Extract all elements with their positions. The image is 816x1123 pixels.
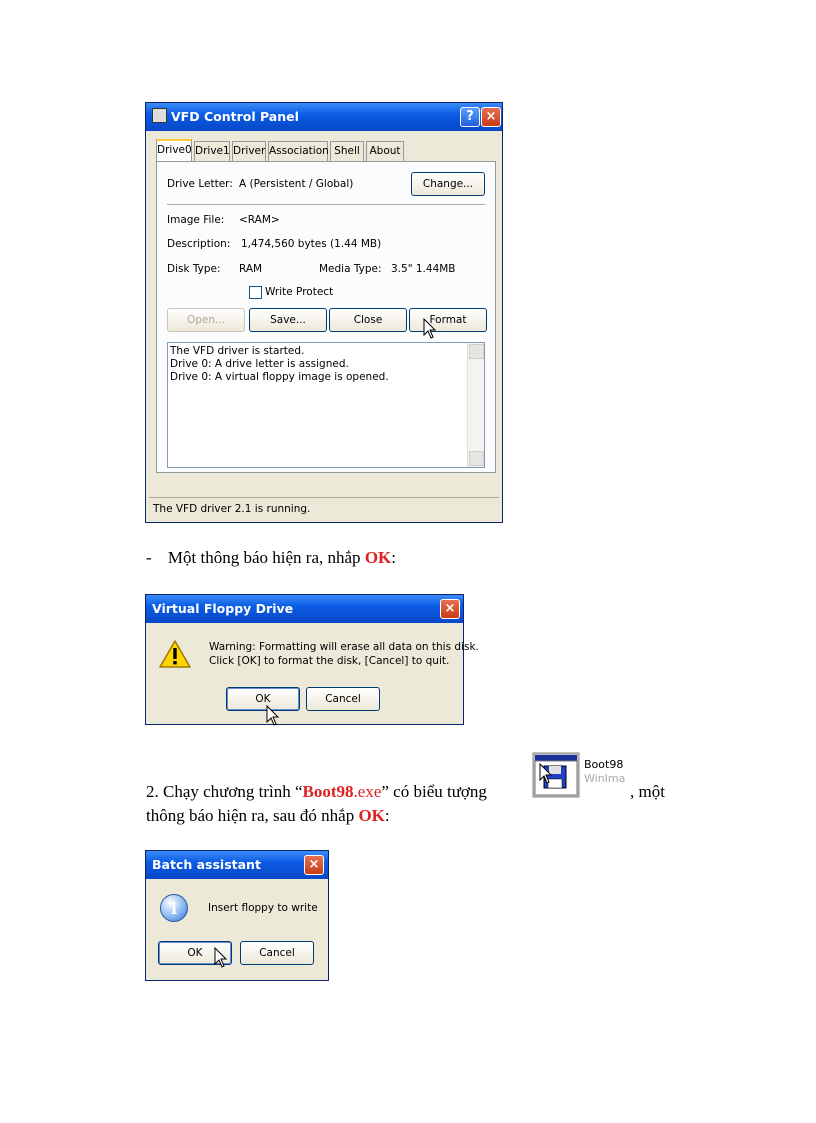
save-button[interactable]: Save... [249, 308, 327, 332]
step1-paragraph [146, 548, 396, 568]
cancel-button[interactable]: Cancel [306, 687, 380, 711]
help-icon: ? [466, 109, 474, 124]
boot98-app-icon[interactable] [532, 752, 582, 798]
step1-colon: : [391, 548, 396, 567]
boot98-icon-sublabel: WinIma [584, 772, 626, 785]
batch-close-window-button[interactable] [304, 855, 324, 875]
warning-close-window-button[interactable] [440, 599, 460, 619]
scroll-down-icon[interactable] [469, 451, 484, 466]
virtual-floppy-drive-dialog [145, 594, 479, 725]
step1-text: Một thông báo hiện ra, nhắp [167, 548, 365, 567]
disk-type-label: Disk Type: [167, 263, 221, 275]
warning-line-1: Warning: Formatting will erase all data on this disk. [209, 641, 479, 653]
close-button[interactable]: Close [329, 308, 407, 332]
write-protect-label: Write Protect [265, 286, 334, 298]
tab-about[interactable]: About [366, 141, 404, 161]
info-icon: i [160, 894, 188, 922]
boot98-name: Boot98 [302, 782, 354, 801]
tab-shell[interactable]: Shell [330, 141, 364, 161]
write-protect-checkbox[interactable] [249, 286, 262, 299]
program-window-icon [532, 752, 580, 798]
vertical-scrollbar[interactable] [467, 343, 484, 467]
image-file-label: Image File: [167, 214, 225, 226]
description-value: 1,474,560 bytes (1.44 MB) [241, 238, 382, 250]
exe-extension: .exe [353, 782, 382, 801]
drive-letter-label: Drive Letter: [167, 178, 233, 190]
vfd-close-window-button[interactable] [481, 107, 501, 127]
close-icon: × [444, 601, 456, 616]
status-bar [149, 497, 499, 519]
help-button[interactable] [460, 107, 480, 127]
log-line-2: Drive 0: A drive letter is assigned. [170, 358, 349, 370]
mouse-pointer-icon [214, 947, 228, 969]
disk-type-value: RAM [239, 263, 263, 275]
divider [167, 204, 485, 206]
vfd-title: VFD Control Panel [171, 109, 299, 124]
step2-ok: OK [358, 806, 385, 825]
boot98-icon-label: Boot98 [584, 758, 624, 771]
step1-ok: OK [364, 548, 392, 567]
close-icon: × [485, 109, 497, 124]
tab-strip [156, 141, 496, 161]
batch-message: Insert floppy to write [208, 902, 318, 914]
media-type-value: 3.5" 1.44MB [391, 263, 456, 275]
step2-line2: thông báo hiện ra, sau đó nhắp OK: [146, 806, 390, 825]
format-button[interactable]: Format [409, 308, 487, 332]
mouse-pointer-icon [423, 318, 437, 340]
description-label: Description: [167, 238, 231, 250]
dash: - [146, 548, 152, 567]
cancel-button[interactable]: Cancel [240, 941, 314, 965]
tab-driver[interactable]: Driver [232, 141, 266, 161]
log-line-3: Drive 0: A virtual floppy image is opened. [170, 371, 389, 383]
vfd-control-panel-window [145, 102, 503, 523]
warning-title-bar[interactable] [146, 595, 463, 623]
status-text: The VFD driver 2.1 is running. [153, 503, 311, 515]
floppy-app-icon [152, 108, 167, 123]
warning-title: Virtual Floppy Drive [152, 601, 294, 616]
step2-tail: , một [630, 782, 665, 801]
tab-drive0[interactable]: Drive0 [156, 139, 192, 161]
open-button[interactable]: Open... [167, 308, 245, 332]
media-type-label: Media Type: [319, 263, 382, 275]
tab-association[interactable]: Association [268, 141, 328, 161]
tab-page [156, 161, 496, 473]
ok-button[interactable]: OK [158, 941, 232, 965]
change-button[interactable]: Change... [411, 172, 485, 196]
log-line-1: The VFD driver is started. [170, 345, 305, 357]
batch-title-bar[interactable] [146, 851, 328, 879]
warning-line-2: Click [OK] to format the disk, [Cancel] to quit. [209, 655, 450, 667]
batch-title: Batch assistant [152, 857, 261, 872]
scroll-up-icon[interactable] [469, 344, 484, 359]
step2-line1: 2. Chạy chương trình “Boot98.exe” có biểu tượng [146, 782, 487, 801]
ok-button[interactable]: OK [226, 687, 300, 711]
batch-assistant-dialog [145, 850, 329, 981]
close-icon: × [308, 857, 320, 872]
image-file-value: <RAM> [239, 214, 280, 226]
vfd-title-bar[interactable] [146, 103, 502, 131]
log-textarea[interactable] [167, 342, 485, 468]
warning-icon [158, 639, 192, 669]
mouse-pointer-icon [266, 705, 280, 727]
tab-drive1[interactable]: Drive1 [194, 141, 230, 161]
drive-letter-value: A (Persistent / Global) [239, 178, 354, 190]
